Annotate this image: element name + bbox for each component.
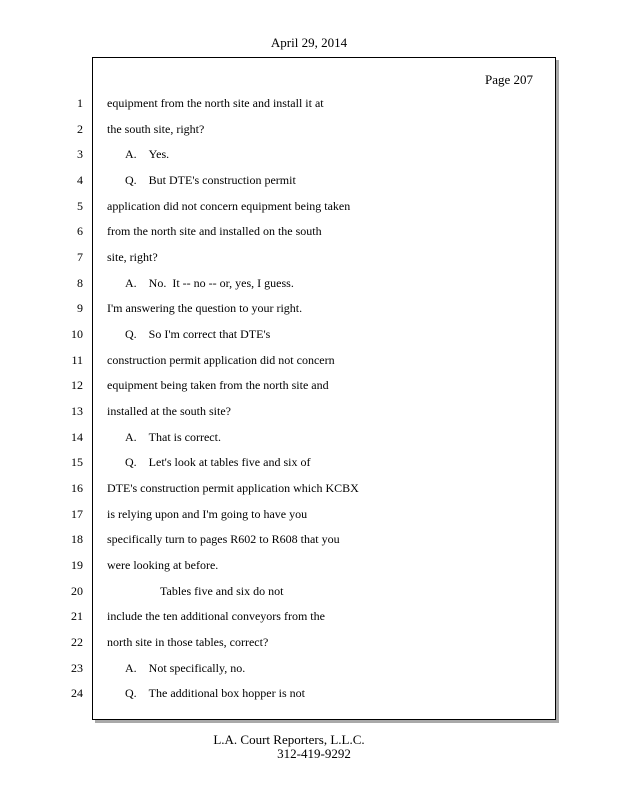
line-number: 11 xyxy=(71,353,83,367)
transcript-line: construction permit application did not concern xyxy=(107,353,335,367)
transcript-line: A. Yes. xyxy=(125,147,170,161)
transcript-line: specifically turn to pages R602 to R608 that you xyxy=(107,532,340,546)
transcript-line: Q. The additional box hopper is not xyxy=(125,686,305,700)
line-number: 21 xyxy=(71,609,83,623)
line-number: 8 xyxy=(77,276,83,290)
transcript-line: equipment being taken from the north site and xyxy=(107,378,329,392)
line-number: 23 xyxy=(71,661,83,675)
transcript-line: were looking at before. xyxy=(107,558,219,572)
transcript-line: Q. Let's look at tables five and six of xyxy=(125,455,311,469)
transcript-line: application did not concern equipment being taken xyxy=(107,199,351,213)
transcript-line: A. No. It -- no -- or, yes, I guess. xyxy=(125,276,294,290)
page-number: Page 207 xyxy=(484,72,533,87)
line-number: 17 xyxy=(71,507,83,521)
line-number: 18 xyxy=(71,532,83,546)
line-number: 13 xyxy=(71,404,83,418)
transcript-line: Q. But DTE's construction permit xyxy=(125,173,296,187)
line-number: 20 xyxy=(71,584,83,598)
line-number: 14 xyxy=(71,430,83,444)
line-number: 6 xyxy=(77,224,83,238)
line-number: 15 xyxy=(71,455,83,469)
transcript-line: from the north site and installed on the south xyxy=(107,224,322,238)
transcript-line: installed at the south site? xyxy=(107,404,231,418)
transcript-line: is relying upon and I'm going to have you xyxy=(107,507,308,521)
transcript-line: A. Not specifically, no. xyxy=(125,661,246,675)
line-number: 5 xyxy=(77,199,83,213)
transcript-line: Q. So I'm correct that DTE's xyxy=(125,327,271,341)
transcript-line: A. That is correct. xyxy=(125,430,221,444)
line-number: 24 xyxy=(71,686,83,700)
footer-phone: 312-419-9292 xyxy=(277,746,351,761)
transcript-line: Tables five and six do not xyxy=(160,584,284,598)
transcript-line: DTE's construction permit application which KCBX xyxy=(107,481,359,495)
line-number: 2 xyxy=(77,122,83,136)
line-number: 22 xyxy=(71,635,83,649)
line-number: 10 xyxy=(71,327,83,341)
transcript-line: the south site, right? xyxy=(107,122,205,136)
line-number: 3 xyxy=(77,147,83,161)
line-number: 4 xyxy=(77,173,83,187)
line-number: 1 xyxy=(77,96,83,110)
transcript-line: I'm answering the question to your right. xyxy=(107,301,303,315)
line-number: 9 xyxy=(77,301,83,315)
transcript-line: north site in those tables, correct? xyxy=(107,635,269,649)
transcript-line: equipment from the north site and install it at xyxy=(107,96,324,110)
line-number: 7 xyxy=(77,250,83,264)
line-number: 12 xyxy=(71,378,83,392)
transcript-line: include the ten additional conveyors from the xyxy=(107,609,325,623)
footer-firm-name: L.A. Court Reporters, L.L.C. xyxy=(213,732,365,747)
line-number: 16 xyxy=(71,481,83,495)
header-date: April 29, 2014 xyxy=(270,35,348,50)
line-number: 19 xyxy=(71,558,83,572)
transcript-line: site, right? xyxy=(107,250,158,264)
